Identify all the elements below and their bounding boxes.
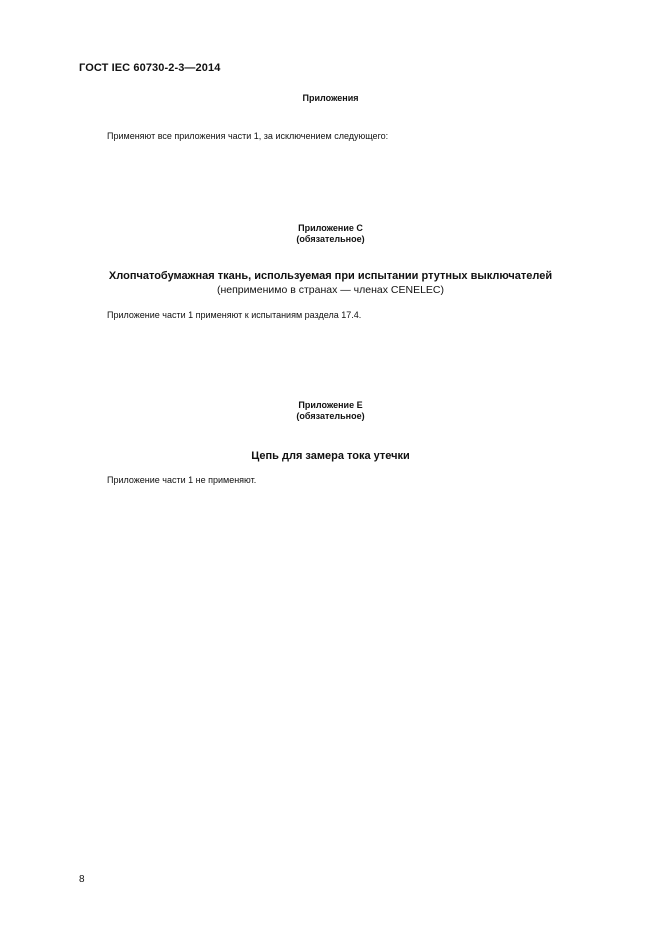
annex-e-title: Цепь для замера тока утечки	[251, 450, 410, 462]
annex-c-status: (обязательное)	[296, 234, 365, 244]
annex-e-body: Приложение части 1 не применяют.	[107, 475, 257, 485]
annex-e-label: Приложение Е	[298, 400, 363, 410]
annex-c-title: Хлопчатобумажная ткань, используемая при испытании ртутных выключателей	[108, 270, 553, 282]
annex-c-subtitle: (неприменимо в странах — членах CENELEC)	[216, 284, 445, 296]
appendices-intro: Применяют все приложения части 1, за исключением следующего:	[107, 131, 389, 141]
appendices-heading: Приложения	[302, 93, 359, 103]
annex-c-body: Приложение части 1 применяют к испытаниям раздела 17.4.	[107, 310, 362, 320]
document-id: ГОСТ IEC 60730-2-3—2014	[79, 62, 221, 74]
annex-e-status: (обязательное)	[296, 411, 365, 421]
annex-c-label: Приложение С	[298, 223, 363, 233]
page-number: 8	[79, 874, 85, 885]
